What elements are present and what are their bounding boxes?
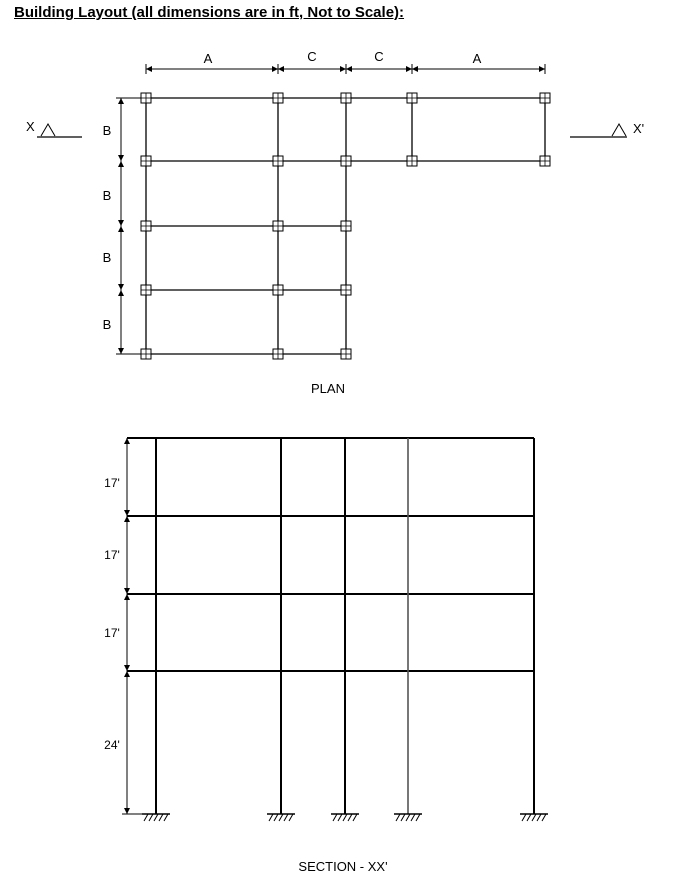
story-height-label-4: 24' bbox=[104, 738, 120, 752]
bay-label-1: A bbox=[203, 51, 213, 66]
section-caption: SECTION - XX' bbox=[298, 859, 388, 874]
section-view bbox=[104, 438, 548, 874]
fixed-support-icon bbox=[520, 814, 548, 821]
fixed-support-icon bbox=[142, 814, 170, 821]
fixed-support-icon bbox=[394, 814, 422, 821]
span-label-2: B bbox=[102, 188, 112, 203]
story-height-label-1: 17' bbox=[104, 476, 120, 490]
story-height-label-3: 17' bbox=[104, 626, 120, 640]
page-title: Building Layout (all dimensions are in ft, Not to Scale): bbox=[14, 4, 405, 21]
bay-label-3: C bbox=[374, 49, 384, 64]
span-label-4: B bbox=[102, 317, 112, 332]
span-label-3: B bbox=[102, 250, 112, 265]
span-label-1: B bbox=[102, 123, 112, 138]
fixed-supports bbox=[142, 814, 548, 821]
section-columns bbox=[156, 438, 534, 814]
section-marker-left-label: X bbox=[26, 119, 35, 134]
plan-caption: PLAN bbox=[311, 381, 345, 396]
section-marker-left bbox=[26, 119, 82, 137]
story-height-label-2: 17' bbox=[104, 548, 120, 562]
fixed-support-icon bbox=[267, 814, 295, 821]
section-floors bbox=[127, 438, 534, 671]
bay-label-2: C bbox=[307, 49, 317, 64]
fixed-support-icon bbox=[331, 814, 359, 821]
section-dimension-left bbox=[122, 438, 156, 814]
section-triangle-left-icon bbox=[41, 124, 55, 136]
section-triangle-right-icon bbox=[612, 124, 626, 136]
section-marker-right-label: X' bbox=[633, 121, 645, 136]
section-marker-right bbox=[570, 121, 644, 137]
bay-label-4: A bbox=[472, 51, 482, 66]
plan-view bbox=[26, 49, 644, 396]
